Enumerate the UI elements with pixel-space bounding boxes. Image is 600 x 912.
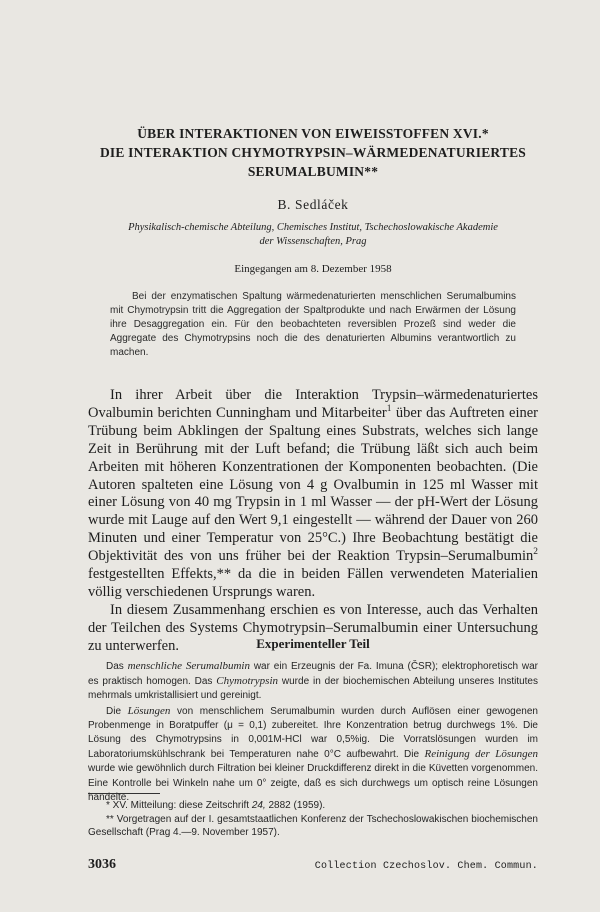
exp-italic-span: Chymotrypsin (216, 675, 279, 688)
title-line-2: DIE INTERAKTION CHYMOTRYPSIN–WÄRMEDENATURIERTES (99, 145, 526, 160)
exp-italic-span: Reinigung der Lösungen (424, 748, 538, 761)
exp-italic-span: Lösungen (127, 704, 171, 717)
footnote-text-span: 2882 (1959). (265, 800, 326, 811)
footnote-divider (88, 793, 160, 794)
exp-text-span: wurde wie gewöhnlich durch Filtration bei kleiner Druckdifferenz direkt in die Küvetten vorgenommen. Eine Kontrolle bei Winkeln nahe um 0° zeigte, daß es sich durchwegs um optisch reine Lösungen handelte. (88, 763, 538, 803)
body-text-span: festgestellten Effekts,** da die in beiden Fällen verwendeten Materialien völlig verschiedenen Ursprungs waren. (88, 566, 538, 600)
author-name: B. Sedláček (277, 197, 349, 212)
author-affiliation (88, 221, 538, 249)
footnote-italic-span: 24, (251, 800, 266, 811)
body-text-span: über das Auftreten einer Trübung beim Abklingen der Spaltung eines Substrats, welches sich lange Zeit in Berührung mit der Luft befand; die Trübung läßt sich auch beim Arbeiten mit höheren Konzentrationen der Komponenten beobachten. (Die Autoren spalteten eine Lösung von 4 g Ovalbumin in 125 ml Wasser mit einer Lösung von 40 mg Trypsin in 1 ml Wasser — der pH-Wert der Lösung wurde mit Lauge auf den Wert 9,1 eingestellt — während der Dauer von 260 Minuten und einer Temperatur von 25°C.) Ihre Beobachtung bestätigt die Objektivität des von uns früher bei der Reaktion Trypsin–Serumalbumin (88, 404, 538, 565)
body-paragraph-2: In diesem Zusammenhang erschien es von Interesse, auch das Verhalten der Teilchen des Systems Chymotrypsin–Serumalbumin einer Untersuchung zu unterwerfen. (88, 601, 538, 654)
exp-text-span: war ein Erzeugnis der Fa. Imuna (ČSR); elektrophoretisch war es praktisch homogen. Das (88, 661, 539, 688)
body-paragraph-1 (88, 387, 538, 602)
main-text (88, 387, 538, 656)
affiliation-line-2: der Wissenschaften, Prag (259, 236, 367, 247)
article-title (88, 124, 538, 181)
exp-text-span: Die (106, 705, 128, 717)
experimental-paragraph-2 (88, 704, 538, 805)
affiliation-line-1: Physikalisch-chemische Abteilung, Chemisches Institut, Tschechoslowakische Akademie (128, 222, 498, 233)
exp-italic-span: menschliche Serumalbumin (127, 660, 250, 672)
reference-superscript: 1 (386, 404, 392, 415)
footnote-1 (88, 799, 538, 813)
footnote-2: ** Vorgetragen auf der I. gesamtstaatlichen Konferenz der Tschechoslowakischen biochemischen Gesellschaft (Prag 4.—9. November 1957). (88, 813, 538, 838)
exp-text-span: Das (106, 661, 128, 672)
abstract: Bei der enzymatischen Spaltung wärmedenaturierten menschlichen Serumalbumins mit Chymotrypsin tritt die Aggregation der Spaltprodukte und nach Erwärmen der Lösung ihre Desaggregation ein. Für den beobachteten reversiblen Prozeß sind weder die Aggregate des Chymotrypsins noch die des denaturierten Albumins verantwortlich zu machen. (110, 291, 516, 358)
reference-superscript: 2 (533, 547, 538, 558)
page-number: 3036 (88, 857, 116, 872)
body-text-span: In ihrer Arbeit über die Interaktion Trypsin–wärmedenaturiertes Ovalbumin berichten Cunningham und Mitarbeiter (88, 387, 538, 421)
title-line-1: ÜBER INTERAKTIONEN VON EIWEISSTOFFEN XVI.* (137, 126, 489, 141)
journal-name: Collection Czechoslov. Chem. Commun. (314, 861, 538, 872)
received-date: Eingegangen am 8. Dezember 1958 (234, 263, 392, 275)
exp-text-span: von menschlichem Serumalbumin wurden durch Auflösen einer gewogenen Probenmenge in Boratpuffer (μ = 0,1) zubereitet. Ihre Konzentration betrug durchwegs 1%. Die Lösung des Chymotrypsins in 0,001M-HCl war 0,5%ig. Die Vorratslösungen wurden im Laboratoriumskühlschrank bei Temperaturen nahe 0°C aufbewahrt. Die (88, 705, 538, 761)
page-footer (88, 857, 538, 873)
experimental-paragraph-1 (88, 659, 538, 704)
title-line-3: SERUMALBUMIN** (247, 164, 379, 179)
footnote-text-span: * XV. Mitteilung: diese Zeitschrift (106, 800, 252, 811)
experimental-section (88, 659, 538, 805)
footnotes (88, 799, 538, 840)
section-heading: Experimenteller Teil (256, 636, 370, 651)
exp-text-span: wurde in der biochemischen Abteilung unseres Institutes mehrmals umkristallisiert und gereinigt. (88, 676, 538, 702)
